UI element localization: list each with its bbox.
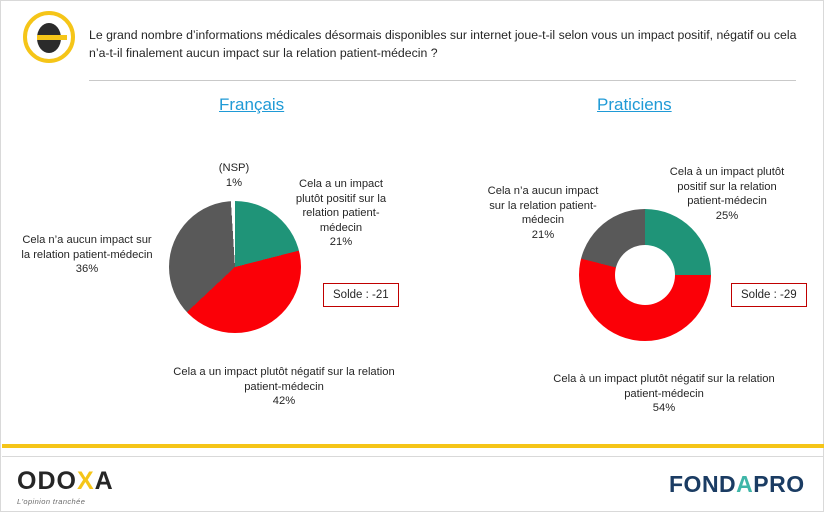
odoxa-word-part1: ODO [17,467,77,495]
footer-accent-bar [2,444,824,448]
label-nsp-francais [179,161,289,190]
label-aucun-praticiens [487,184,599,242]
solde-box-francais: Solde : -21 [323,283,399,307]
column-title-francais: Français [219,95,285,114]
solde-box-praticiens: Solde : -29 [731,283,807,307]
column-title-praticiens: Praticiens [597,95,672,114]
label-nsp-pct: 1% [225,176,243,189]
label-negatif-text: Cela à un impact plutôt négatif sur la relation patient-médecin [553,373,775,400]
label-aucun-text: Cela n’a aucun impact sur la relation patient-médecin [487,185,599,227]
label-aucun-text: Cela n’a aucun impact sur la relation patient-médecin [21,234,153,261]
odoxa-word-accent: X [76,467,95,495]
footer-divider [2,456,824,457]
label-nsp-text: (NSP) [218,162,250,174]
donut-hole [615,245,675,305]
label-positif-pct: 21% [329,236,353,249]
label-aucun-pct: 21% [531,228,555,241]
label-negatif-pct: 42% [272,395,296,408]
label-positif-text: Cela à un impact plutôt positif sur la relation patient-médecin [669,166,785,208]
odoxa-logo [17,467,114,506]
pie-slices-francais [169,201,301,333]
fondapro-logo [669,471,805,498]
header-divider [89,80,796,81]
label-negatif-pct: 54% [652,402,676,415]
label-positif-text: Cela a un impact plutôt positif sur la relation patient-médecin [295,178,387,234]
label-negatif-francais [161,365,407,409]
fondapro-accent: A [736,471,754,497]
pie-chart-francais [169,201,301,333]
label-positif-francais [285,177,397,250]
label-negatif-text: Cela a un impact plutôt négatif sur la relation patient-médecin [173,366,395,393]
label-aucun-pct: 36% [75,263,99,276]
label-negatif-praticiens [541,372,787,416]
label-positif-pct: 25% [715,209,739,222]
label-positif-praticiens [667,165,787,223]
odoxa-tagline: L'opinion tranchée [17,497,86,506]
question-text: Le grand nombre d’informations médicales désormais disponibles sur internet joue-t-il selon vous un impact positif, négatif ou cela n’a-t-il finalement aucun impact sur la relation patient-médecin ? [89,28,797,60]
odoxa-word-part2: A [94,467,114,495]
odoxa-wordmark [17,467,114,496]
slide-header [1,1,824,79]
odoxa-badge-icon [23,11,79,67]
label-aucun-francais [21,233,153,277]
fondapro-part1: FOND [669,471,737,497]
fondapro-part2: PRO [753,471,805,497]
